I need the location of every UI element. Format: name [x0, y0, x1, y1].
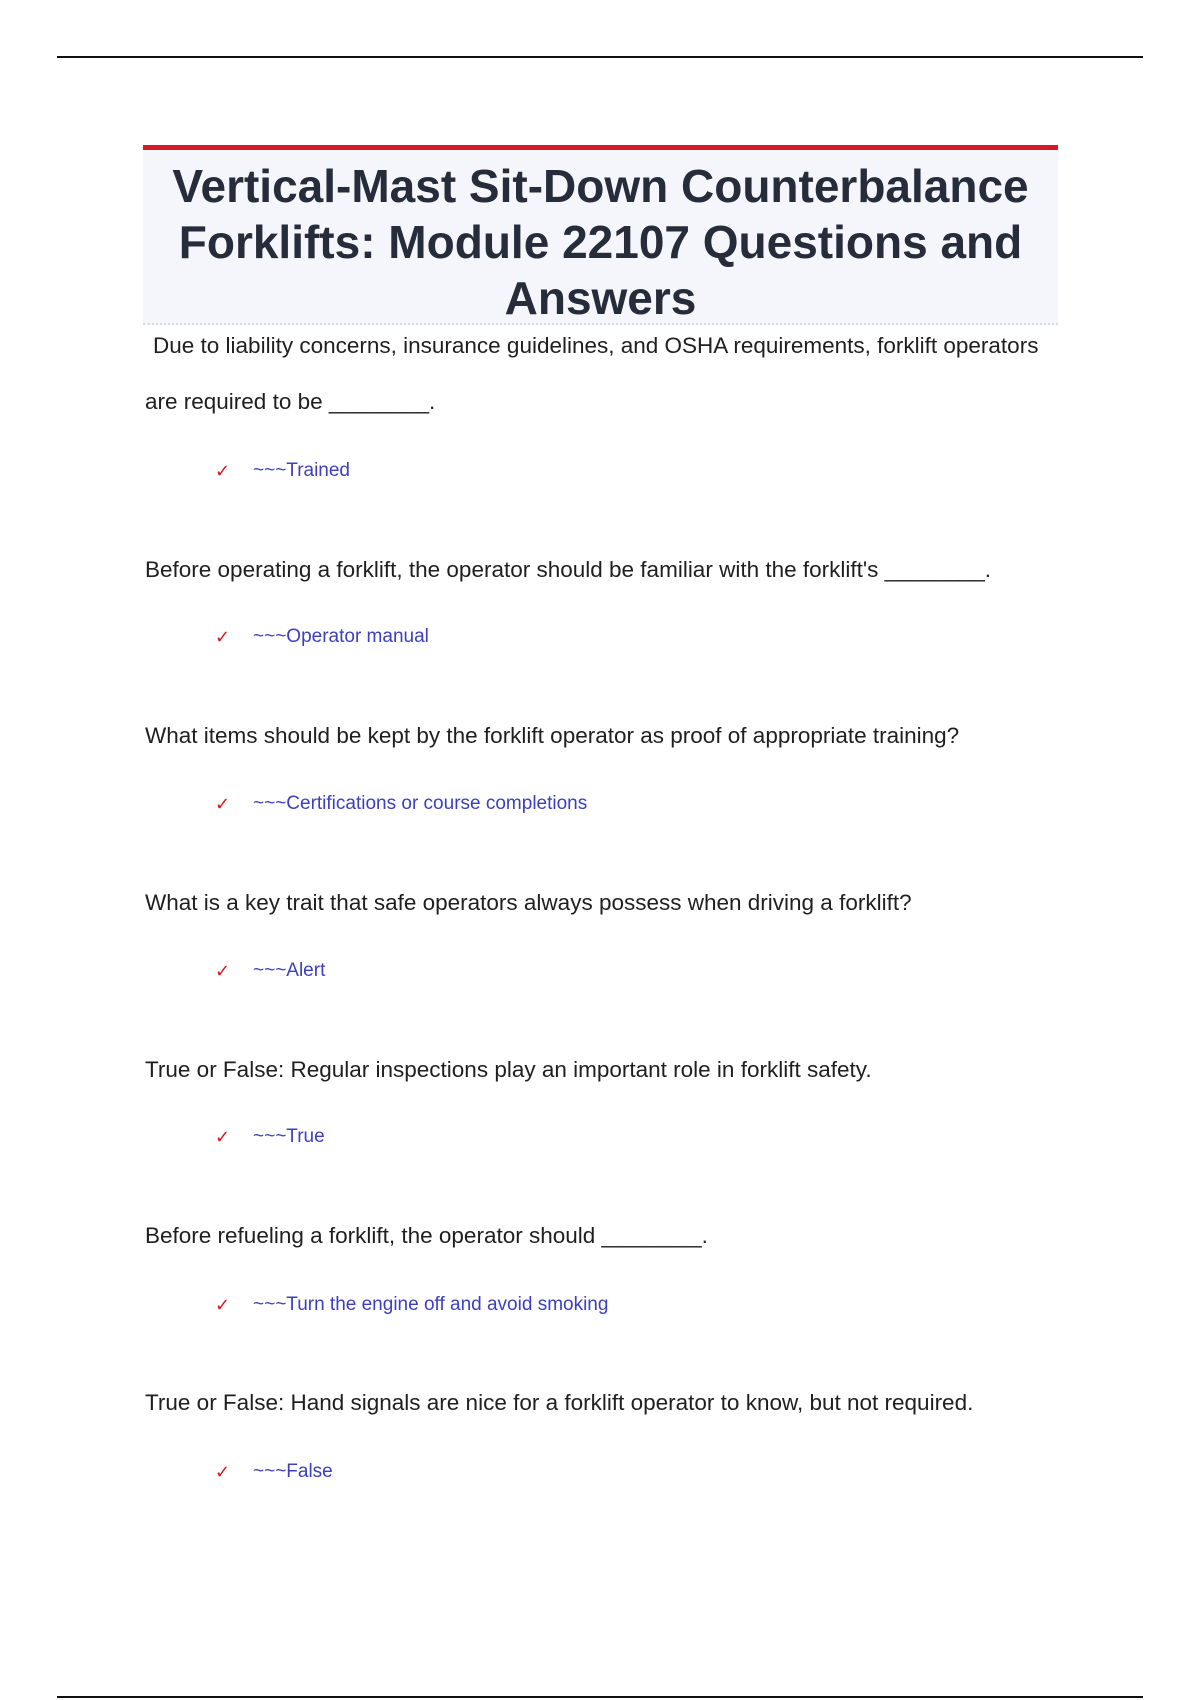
check-mark-icon: ✓: [215, 461, 231, 481]
answer-text: ~~~Operator manual: [253, 626, 429, 647]
answer: [215, 625, 429, 649]
answer-text: ~~~Trained: [253, 460, 351, 481]
check-mark-icon: ✓: [215, 627, 231, 647]
answer-text: ~~~True: [253, 1126, 325, 1147]
answer: [215, 1125, 325, 1149]
answer: [215, 459, 350, 483]
answer-text: ~~~Certifications or course completions: [253, 793, 588, 814]
answer: [215, 1293, 608, 1317]
qa-item: [145, 708, 1065, 818]
qa-item: [145, 1375, 1065, 1485]
document-title: Vertical-Mast Sit-Down Counterbalance Forklifts: Module 22107 Questions and Answers: [172, 160, 1029, 324]
answer: [215, 959, 325, 983]
question-text: Before refueling a forklift, the operator should ________.: [145, 1223, 708, 1248]
question-text: What items should be kept by the forklift operator as proof of appropriate training?: [145, 723, 960, 748]
question-text: Due to liability concerns, insurance guidelines, and OSHA requirements, forklift operators are required to be ________.: [145, 333, 1039, 414]
qa-item: [145, 318, 1065, 481]
check-mark-icon: ✓: [215, 1295, 231, 1315]
top-rule: [57, 56, 1143, 58]
answer-text: ~~~False: [253, 1461, 333, 1482]
qa-item: [145, 1042, 1065, 1152]
check-mark-icon: ✓: [215, 1127, 231, 1147]
check-mark-icon: ✓: [215, 961, 231, 981]
qa-item: [145, 542, 1065, 652]
question-text: True or False: Hand signals are nice for a forklift operator to know, but not required.: [145, 1390, 974, 1415]
answer: [215, 792, 587, 816]
title-banner: [143, 145, 1058, 325]
check-mark-icon: ✓: [215, 794, 231, 814]
question-text: True or False: Regular inspections play an important role in forklift safety.: [145, 1057, 872, 1082]
question-text: What is a key trait that safe operators always possess when driving a forklift?: [145, 890, 912, 915]
qa-item: [145, 875, 1065, 985]
question-text: Before operating a forklift, the operator should be familiar with the forklift's ________.: [145, 557, 992, 582]
answer-text: ~~~Turn the engine off and avoid smoking: [253, 1294, 609, 1315]
bottom-rule: [57, 1696, 1143, 1698]
check-mark-icon: ✓: [215, 1462, 231, 1482]
qa-item: [145, 1208, 1065, 1318]
answer: [215, 1460, 333, 1484]
answer-text: ~~~Alert: [253, 960, 326, 981]
